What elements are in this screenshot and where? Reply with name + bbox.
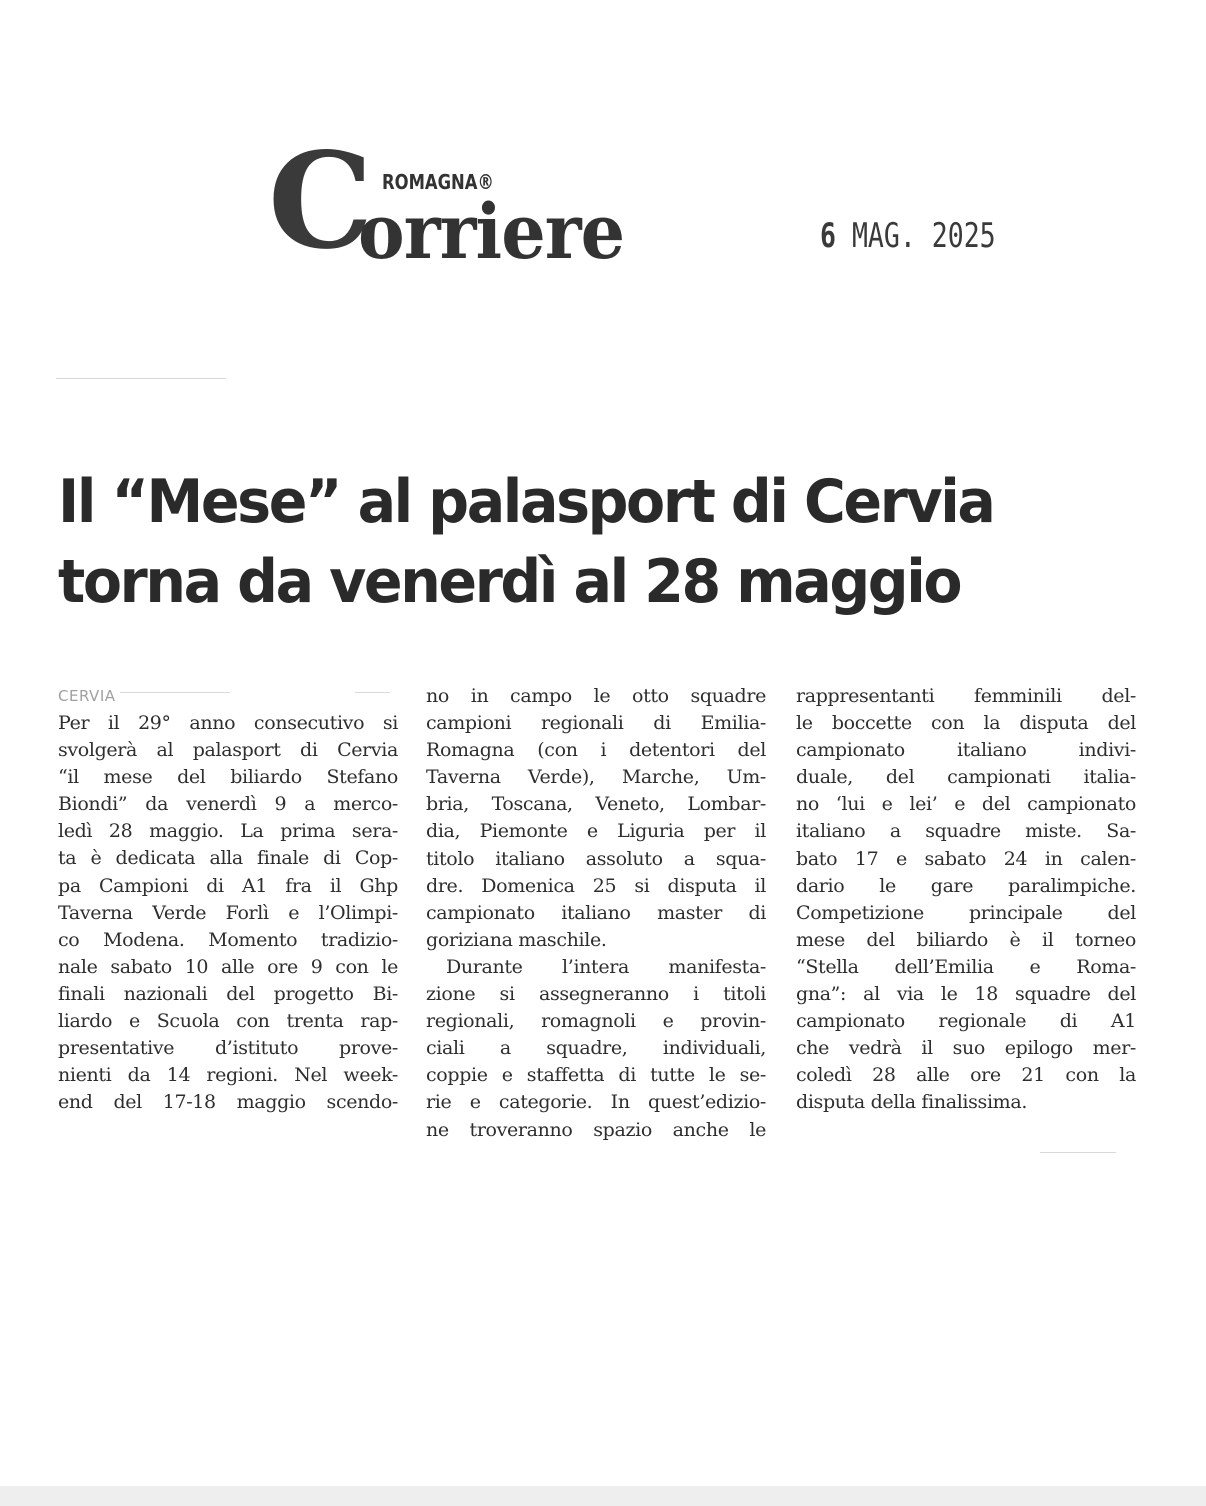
text-line: Per il 29° anno consecutivo si	[58, 712, 398, 734]
text-line: le boccette con la disputa del	[796, 712, 1136, 735]
text-line: zione si assegneranno i titoli	[426, 983, 766, 1006]
page-bottom-band	[0, 1486, 1206, 1506]
text-line: dia, Piemonte e Liguria per il	[426, 820, 766, 843]
text-line: liardo e Scuola con trenta rap-	[58, 1010, 398, 1033]
text-line: Biondi” da venerdì 9 a merco-	[58, 793, 398, 816]
text-line: campionato regionale di A1	[796, 1010, 1136, 1033]
text-line: co Modena. Momento tradizio-	[58, 928, 398, 951]
text-line: ne troveranno spazio anche le	[426, 1118, 766, 1141]
text-line: coledì 28 alle ore 21 con la	[796, 1064, 1136, 1087]
text-line: italiano a squadre miste. Sa-	[796, 820, 1136, 843]
article-dateline: CERVIA	[58, 687, 116, 705]
separator-line	[1040, 1152, 1116, 1153]
text-line: bria, Toscana, Veneto, Lombar-	[426, 793, 766, 816]
text-line: end del 17-18 maggio scendo-	[58, 1091, 398, 1114]
text-line: campionato italiano indivi-	[796, 739, 1136, 762]
separator-line	[56, 378, 226, 379]
text-line: disputa della finalissima.	[796, 1091, 1028, 1114]
masthead-region: ROMAGNA®	[382, 170, 494, 194]
text-line: dre. Domenica 25 si disputa il	[426, 874, 766, 897]
separator-line	[120, 692, 230, 693]
text-line: campioni regionali di Emilia-	[426, 712, 766, 735]
text-line: goriziana maschile.	[426, 928, 607, 951]
headline-line: torna da venerdì al 28 maggio	[58, 547, 961, 617]
text-line: Durante l’intera manifesta-	[446, 955, 766, 978]
text-line: no ‘lui e lei’ e del campionato	[796, 793, 1136, 816]
text-line: duale, del campionati italia-	[796, 766, 1136, 789]
masthead-name: orriere	[358, 187, 625, 276]
headline-line: Il “Mese” al palasport di Cervia	[58, 467, 994, 537]
text-line: mese del biliardo è il torneo	[796, 928, 1136, 951]
text-line: ciali a squadre, individuali,	[426, 1037, 766, 1060]
text-line: Taverna Verde), Marche, Um-	[426, 766, 766, 789]
article-column-3	[796, 683, 1136, 1117]
article-headline	[58, 462, 1103, 622]
text-line: svolgerà al palasport di Cervia	[58, 739, 398, 762]
text-line: nale sabato 10 alle ore 9 con le	[58, 955, 398, 978]
text-line: rappresentanti femminili del-	[796, 685, 1136, 707]
text-line: pa Campioni di A1 fra il Ghp	[58, 874, 398, 897]
text-line: nienti da 14 regioni. Nel week-	[58, 1064, 398, 1087]
text-line: “Stella dell’Emilia e Roma-	[796, 955, 1136, 978]
newspaper-masthead	[268, 124, 668, 280]
text-line: rie e categorie. In quest’edizio-	[426, 1091, 766, 1114]
text-line: finali nazionali del progetto Bi-	[58, 982, 398, 1005]
masthead-initial: C	[268, 124, 374, 279]
text-line: “il mese del biliardo Stefano	[58, 766, 398, 789]
text-line: Competizione principale del	[796, 901, 1136, 924]
text-line: Romagna (con i detentori del	[426, 739, 766, 762]
date-day: 6	[820, 216, 836, 256]
text-line: che vedrà il suo epilogo mer-	[796, 1037, 1136, 1060]
date-stamp	[820, 216, 996, 256]
text-line: dario le gare paralimpiche.	[796, 874, 1136, 897]
text-line: bato 17 e sabato 24 in calen-	[796, 847, 1136, 870]
text-line: campionato italiano master di	[426, 901, 766, 924]
text-line: presentative d’istituto prove-	[58, 1037, 398, 1060]
text-line: ledì 28 maggio. La prima sera-	[58, 820, 398, 843]
separator-line	[355, 692, 390, 693]
text-line: no in campo le otto squadre	[426, 685, 766, 707]
text-line: Taverna Verde Forlì e l’Olimpi-	[58, 901, 398, 924]
article-column-1	[58, 687, 398, 1116]
text-line: gna”: al via le 18 squadre del	[796, 983, 1136, 1006]
text-line: titolo italiano assoluto a squa-	[426, 847, 766, 870]
text-line: regionali, romagnoli e provin-	[426, 1010, 766, 1033]
text-line: coppie e staffetta di tutte le se-	[426, 1064, 766, 1087]
article-column-2	[426, 683, 766, 1144]
date-month-year: MAG. 2025	[851, 216, 996, 256]
text-line: ta è dedicata alla finale di Cop-	[58, 847, 398, 870]
